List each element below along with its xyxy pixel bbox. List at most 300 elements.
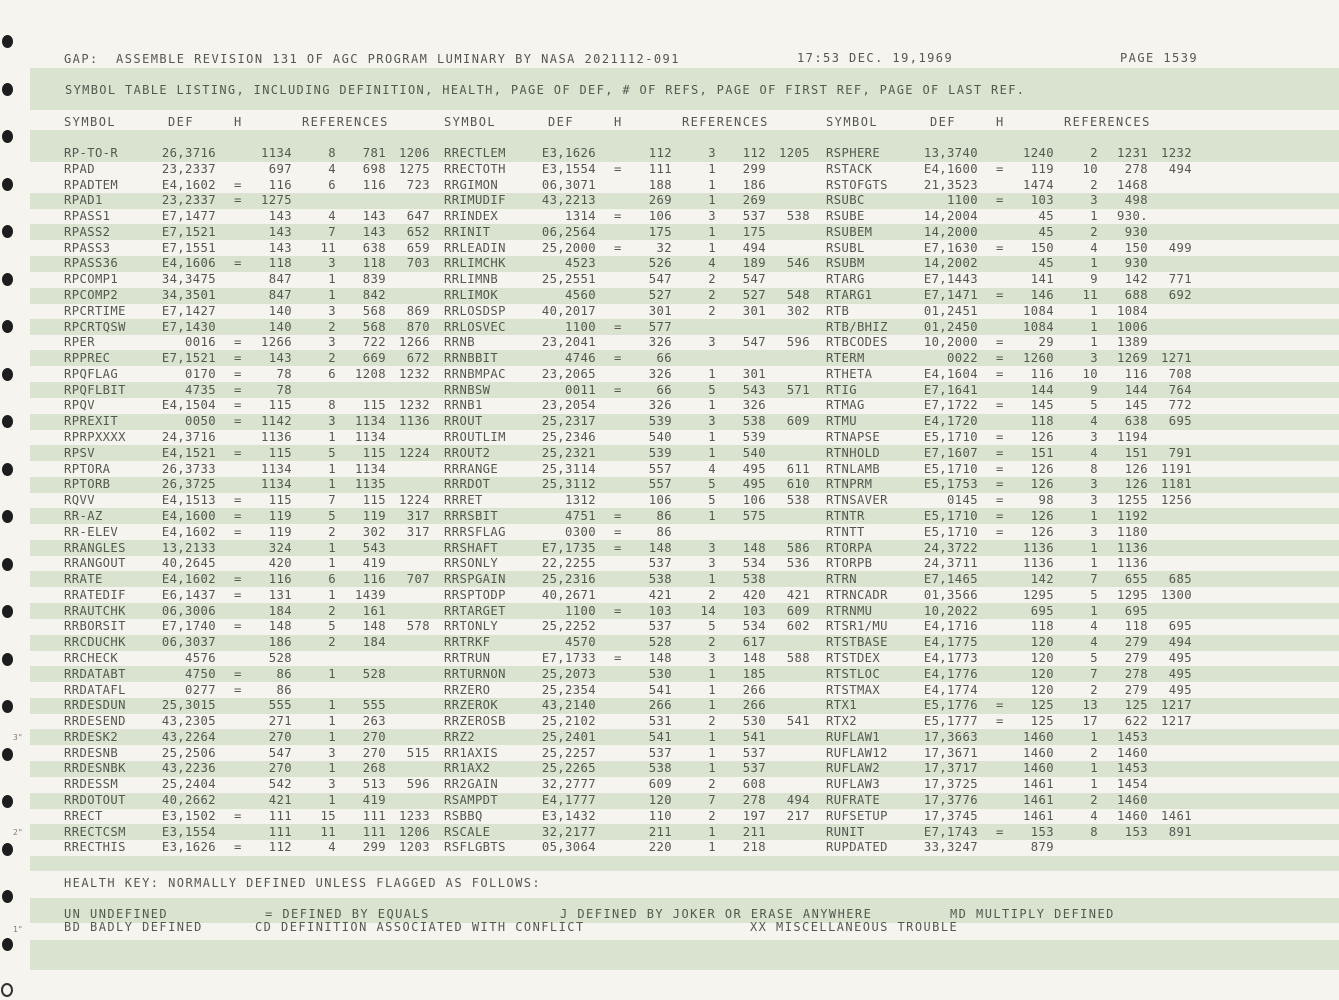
cell-nrefs: 3 — [708, 556, 716, 571]
cell-page: 1460 — [1023, 761, 1054, 776]
cell-last — [766, 430, 810, 445]
cell-nrefs: 5 — [708, 382, 716, 397]
cell-last: 317 — [406, 524, 430, 539]
cell-def: E7,1471 — [923, 288, 978, 303]
cell-health — [234, 651, 246, 666]
cell-page: 695 — [1030, 603, 1054, 618]
cell-health — [614, 493, 626, 508]
cell-first: 1460 — [1117, 808, 1148, 823]
cell-last — [1148, 178, 1192, 193]
cell-symbol: RRDATAFL — [64, 682, 126, 697]
page-title: GAP: ASSEMBLE REVISION 131 OF AGC PROGRAM LUMINARY BY NASA 2021112-091 — [64, 52, 680, 66]
cell-nrefs: 1 — [1090, 508, 1098, 523]
cell-nrefs: 1 — [328, 477, 336, 492]
feed-hole — [2, 510, 13, 523]
cell-nrefs: 4 — [1090, 240, 1098, 255]
cell-first: 148 — [742, 650, 766, 665]
cell-symbol: RPER — [64, 335, 95, 350]
cell-last: 659 — [406, 240, 430, 255]
cell-health — [234, 225, 246, 240]
cell-symbol: RPSV — [64, 445, 95, 460]
cell-symbol: RTX2 — [826, 714, 857, 729]
cell-symbol: RSCALE — [444, 824, 491, 839]
cell-first: 279 — [1124, 650, 1148, 665]
cell-last — [766, 178, 810, 193]
cell-first: 1439 — [355, 587, 386, 602]
cell-nrefs: 14 — [700, 603, 716, 618]
cell-health: = — [996, 698, 1004, 713]
cell-nrefs: 3 — [328, 777, 336, 792]
cell-last — [766, 761, 810, 776]
cell-last — [1148, 256, 1192, 271]
cell-def: 13,2133 — [161, 540, 216, 555]
cell-def: 1100 — [565, 603, 596, 618]
cell-page: 120 — [1030, 650, 1054, 665]
cell-first: 1269 — [1117, 351, 1148, 366]
cell-last — [766, 351, 810, 366]
feed-hole — [2, 748, 13, 761]
cell-page: 151 — [1030, 445, 1054, 460]
cell-def: 1312 — [565, 493, 596, 508]
cell-health — [614, 698, 626, 713]
cell-symbol: RRDESDUN — [64, 698, 126, 713]
cell-first: 211 — [742, 824, 766, 839]
cell-last — [386, 651, 430, 666]
cell-symbol: RUFRATE — [826, 792, 881, 807]
cell-def: 25,2321 — [541, 445, 596, 460]
cell-last: 596 — [406, 777, 430, 792]
cell-last — [386, 730, 430, 745]
cell-health — [614, 256, 626, 271]
cell-nrefs: 3 — [328, 335, 336, 350]
cell-page: 326 — [648, 398, 672, 413]
cell-first: 543 — [742, 382, 766, 397]
cell-page: 1136 — [261, 430, 292, 445]
cell-health: = — [614, 161, 622, 176]
cell-nrefs: 8 — [328, 146, 336, 160]
cell-nrefs: 1 — [708, 745, 716, 760]
cell-last — [1148, 604, 1192, 619]
cell-page: 175 — [648, 224, 672, 239]
cell-nrefs: 8 — [1090, 824, 1098, 839]
cell-health — [996, 651, 1008, 666]
cell-page: 148 — [268, 619, 292, 634]
cell-page: 528 — [268, 650, 292, 665]
cell-symbol: RTORPB — [826, 556, 873, 571]
cell-nrefs: 10 — [1082, 366, 1098, 381]
cell-symbol: RRRSFLAG — [444, 524, 506, 539]
cell-nrefs: 3 — [1090, 493, 1098, 508]
cell-symbol: RSTOFGTS — [826, 177, 888, 192]
cell-nrefs: 1 — [328, 540, 336, 555]
margin-mark-3in: 3" — [13, 733, 23, 742]
cell-symbol: RRNBMPAC — [444, 366, 506, 381]
cell-page: 115 — [268, 398, 292, 413]
cell-symbol: RRDESNB — [64, 745, 119, 760]
cell-first: 1453 — [1117, 761, 1148, 776]
cell-first — [336, 193, 386, 208]
cell-def: 17,3725 — [923, 777, 978, 792]
cell-page: 126 — [1030, 430, 1054, 445]
cell-def: 0011 — [565, 382, 596, 397]
cell-symbol: RRBORSIT — [64, 619, 126, 634]
cell-def: E6,1437 — [161, 587, 216, 602]
cell-nrefs: 1 — [708, 240, 716, 255]
cell-page: 526 — [648, 256, 672, 271]
cell-page: 143 — [268, 209, 292, 224]
cell-first: 930. — [1117, 209, 1148, 224]
cell-first: 151 — [1124, 445, 1148, 460]
cell-symbol: RTMU — [826, 414, 857, 429]
cell-first: 111 — [362, 824, 386, 839]
cell-last: 703 — [406, 256, 430, 271]
cell-health — [996, 746, 1008, 761]
cell-def: 4523 — [565, 256, 596, 271]
cell-def: 4570 — [565, 635, 596, 650]
cell-health: = — [996, 477, 1004, 492]
cell-first: 1134 — [355, 414, 386, 429]
cell-symbol: RTNAPSE — [826, 430, 881, 445]
cell-page: 326 — [648, 366, 672, 381]
cell-page: 118 — [1030, 414, 1054, 429]
cell-page: 112 — [268, 840, 292, 855]
cell-symbol: RRANGLES — [64, 540, 126, 555]
cell-last: 1224 — [399, 493, 430, 508]
cell-def: 17,3745 — [923, 808, 978, 823]
cell-def: 06,3037 — [161, 635, 216, 650]
cell-def: E4,1774 — [923, 682, 978, 697]
cell-nrefs: 1 — [328, 461, 336, 476]
cell-def: 34,3475 — [161, 272, 216, 287]
cell-first: 1389 — [1117, 335, 1148, 350]
cell-health — [996, 383, 1008, 398]
cell-last: 1224 — [399, 445, 430, 460]
cell-symbol: RR2GAIN — [444, 777, 499, 792]
cell-symbol: RRCDUCHK — [64, 635, 126, 650]
cell-def: 10,2000 — [923, 335, 978, 350]
cell-first: 655 — [1124, 572, 1148, 587]
cell-nrefs — [1074, 840, 1098, 855]
cell-nrefs: 1 — [328, 792, 336, 807]
cell-health — [996, 272, 1008, 287]
cell-nrefs: 1 — [708, 666, 716, 681]
cell-last: 771 — [1168, 272, 1192, 287]
cell-symbol: RR1AX2 — [444, 761, 491, 776]
cell-page: 66 — [656, 382, 672, 397]
cell-first — [336, 383, 386, 398]
cell-health: = — [996, 288, 1004, 303]
cell-def: 17,3671 — [923, 745, 978, 760]
cell-def: E4,1521 — [161, 445, 216, 460]
cell-page: 125 — [1030, 698, 1054, 713]
cell-health — [234, 304, 246, 319]
cell-def: 13,3740 — [923, 146, 978, 160]
cell-nrefs: 5 — [708, 477, 716, 492]
cell-nrefs: 1 — [1090, 603, 1098, 618]
cell-nrefs — [692, 351, 716, 366]
cell-page: 103 — [648, 603, 672, 618]
cell-nrefs: 4 — [328, 840, 336, 855]
cell-def: E7,1551 — [161, 240, 216, 255]
cell-page: 537 — [648, 556, 672, 571]
cell-def: 01,3566 — [923, 587, 978, 602]
cell-page: 184 — [268, 603, 292, 618]
cell-symbol: RTMAG — [826, 398, 865, 413]
cell-nrefs: 3 — [1090, 477, 1098, 492]
cell-health — [996, 619, 1008, 634]
cell-health: = — [234, 508, 242, 523]
cell-page: 697 — [268, 161, 292, 176]
cell-health — [614, 793, 626, 808]
cell-nrefs: 4 — [1090, 619, 1098, 634]
cell-def: 23,2337 — [161, 193, 216, 208]
cell-page: 188 — [648, 177, 672, 192]
cell-page: 1142 — [261, 414, 292, 429]
cell-nrefs: 1 — [708, 682, 716, 697]
cell-health: = — [234, 587, 242, 602]
cell-nrefs: 3 — [1090, 524, 1098, 539]
cell-last: 1136 — [399, 414, 430, 429]
cell-symbol: RRLIMOK — [444, 288, 499, 303]
cell-page: 538 — [648, 572, 672, 587]
cell-symbol: RPTORA — [64, 461, 111, 476]
cell-first: 1192 — [1117, 508, 1148, 523]
cell-health: = — [996, 445, 1004, 460]
cell-def: 25,2000 — [541, 240, 596, 255]
cell-health — [614, 840, 626, 855]
cell-nrefs: 1 — [1090, 777, 1098, 792]
cell-def: E5,1776 — [923, 698, 978, 713]
cell-last: 1271 — [1161, 351, 1192, 366]
column-header-symbol: SYMBOL — [444, 115, 497, 129]
cell-nrefs: 1 — [708, 430, 716, 445]
cell-health — [614, 746, 626, 761]
cell-symbol: RTHETA — [826, 366, 873, 381]
cell-first: 528 — [362, 666, 386, 681]
cell-health — [234, 714, 246, 729]
cell-last: 652 — [406, 224, 430, 239]
cell-health — [614, 477, 626, 492]
cell-symbol: RSTACK — [826, 161, 873, 176]
cell-health: = — [996, 161, 1004, 176]
cell-nrefs: 2 — [708, 272, 716, 287]
cell-last: 647 — [406, 209, 430, 224]
cell-health: = — [234, 193, 242, 208]
cell-page: 530 — [648, 666, 672, 681]
cell-def: E7,1443 — [923, 272, 978, 287]
column-header-symbol: SYMBOL — [64, 115, 117, 129]
cell-last: 538 — [786, 493, 810, 508]
cell-health — [234, 320, 246, 335]
cell-def: 23,2054 — [541, 398, 596, 413]
cell-nrefs: 2 — [1090, 682, 1098, 697]
cell-last: 217 — [786, 808, 810, 823]
cell-nrefs: 1 — [328, 430, 336, 445]
cell-def: E4,1720 — [923, 414, 978, 429]
cell-page: 125 — [1030, 714, 1054, 729]
cell-nrefs: 3 — [328, 303, 336, 318]
cell-symbol: RTNLAMB — [826, 461, 881, 476]
cell-def: 26,3725 — [161, 477, 216, 492]
cell-symbol: RRIMUDIF — [444, 193, 506, 208]
cell-symbol: RRDESEND — [64, 714, 126, 729]
cell-health — [614, 367, 626, 382]
cell-page: 555 — [268, 698, 292, 713]
cell-def: 34,3501 — [161, 288, 216, 303]
cell-first: 118 — [362, 256, 386, 271]
cell-page: 270 — [268, 729, 292, 744]
cell-def: E7,1735 — [541, 540, 596, 555]
cell-first: 419 — [362, 792, 386, 807]
cell-page: 111 — [268, 808, 292, 823]
cell-page: 119 — [268, 524, 292, 539]
cell-nrefs: 3 — [708, 335, 716, 350]
cell-def: 0300 — [565, 524, 596, 539]
cell-first: 111 — [362, 808, 386, 823]
cell-page: 86 — [276, 666, 292, 681]
cell-nrefs: 10 — [1082, 161, 1098, 176]
cell-health: = — [234, 572, 242, 587]
cell-symbol: RQVV — [64, 493, 95, 508]
cell-symbol: RPQV — [64, 398, 95, 413]
cell-def: 25,2346 — [541, 430, 596, 445]
cell-last: 1266 — [399, 335, 430, 350]
cell-first: 568 — [362, 319, 386, 334]
cell-def: 25,3112 — [541, 477, 596, 492]
cell-last — [1148, 430, 1192, 445]
cell-page: 271 — [268, 714, 292, 729]
cell-def: 4735 — [185, 382, 216, 397]
cell-last: 869 — [406, 303, 430, 318]
cell-page: 547 — [268, 745, 292, 760]
cell-health — [614, 777, 626, 792]
cell-page: 86 — [656, 524, 672, 539]
cell-last — [1148, 193, 1192, 208]
cell-page: 1266 — [261, 335, 292, 350]
cell-health — [614, 825, 626, 840]
cell-nrefs: 2 — [1090, 177, 1098, 192]
cell-nrefs: 2 — [1090, 792, 1098, 807]
cell-nrefs: 1 — [328, 729, 336, 744]
cell-page: 148 — [648, 650, 672, 665]
cell-nrefs: 9 — [1090, 382, 1098, 397]
cell-symbol: RTX1 — [826, 698, 857, 713]
cell-first: 142 — [1124, 272, 1148, 287]
cell-nrefs: 2 — [708, 288, 716, 303]
cell-page: 1136 — [1023, 556, 1054, 571]
feed-hole — [2, 225, 13, 238]
cell-def: 25,2551 — [541, 272, 596, 287]
cell-first: 1180 — [1117, 524, 1148, 539]
cell-nrefs: 5 — [1090, 398, 1098, 413]
cell-first: 530 — [742, 714, 766, 729]
cell-health — [996, 146, 1008, 161]
cell-health — [234, 793, 246, 808]
cell-first: 698 — [362, 161, 386, 176]
cell-nrefs: 1 — [708, 398, 716, 413]
cell-page: 1461 — [1023, 808, 1054, 823]
cell-last — [1148, 509, 1192, 524]
cell-health — [996, 809, 1008, 824]
cell-page: 86 — [276, 682, 292, 697]
cell-last: 536 — [786, 556, 810, 571]
cell-def: 17,3663 — [923, 729, 978, 744]
cell-nrefs: 4 — [1090, 635, 1098, 650]
feed-hole — [2, 938, 13, 951]
cell-page: 557 — [648, 461, 672, 476]
cell-def: E5,1710 — [923, 461, 978, 476]
cell-symbol: RSAMPDT — [444, 792, 499, 807]
cell-first: 278 — [1124, 666, 1148, 681]
cell-first: 175 — [742, 224, 766, 239]
cell-health: = — [234, 445, 242, 460]
cell-last — [1148, 556, 1192, 571]
cell-first: 617 — [742, 635, 766, 650]
cell-last: 578 — [406, 619, 430, 634]
column-header-health: H — [996, 115, 1005, 129]
cell-nrefs: 5 — [328, 445, 336, 460]
cell-health — [234, 288, 246, 303]
cell-nrefs: 7 — [328, 224, 336, 239]
cell-last — [386, 683, 430, 698]
cell-first: 115 — [362, 493, 386, 508]
cell-def: 06,3006 — [161, 603, 216, 618]
cell-first: 1468 — [1117, 177, 1148, 192]
cell-last — [386, 604, 430, 619]
cell-last: 1206 — [399, 824, 430, 839]
cell-symbol: RRANGOUT — [64, 556, 126, 571]
cell-first: 688 — [1124, 288, 1148, 303]
cell-first: 498 — [1124, 193, 1148, 208]
greenbar-stripe — [30, 856, 1339, 871]
cell-def: E4,1777 — [541, 792, 596, 807]
cell-first: 279 — [1124, 682, 1148, 697]
cell-first — [716, 525, 766, 540]
cell-symbol: RRTONLY — [444, 619, 499, 634]
cell-last — [766, 225, 810, 240]
cell-symbol: RTBCODES — [826, 335, 888, 350]
cell-symbol: RRATEDIF — [64, 587, 126, 602]
cell-nrefs: 7 — [1090, 666, 1098, 681]
cell-first: 1454 — [1117, 777, 1148, 792]
cell-last: 494 — [786, 792, 810, 807]
cell-page: 609 — [648, 777, 672, 792]
cell-last — [766, 777, 810, 792]
cell-nrefs: 2 — [328, 524, 336, 539]
cell-symbol: RPTORB — [64, 477, 111, 492]
cell-symbol: RPCRTQSW — [64, 319, 126, 334]
cell-first: 148 — [742, 540, 766, 555]
cell-nrefs: 1 — [1090, 303, 1098, 318]
cell-page: 115 — [268, 445, 292, 460]
cell-last: 1233 — [399, 808, 430, 823]
cell-nrefs: 8 — [328, 398, 336, 413]
cell-symbol: RRNBBIT — [444, 351, 499, 366]
cell-first: 268 — [362, 761, 386, 776]
cell-def: 43,2140 — [541, 698, 596, 713]
cell-health — [234, 462, 246, 477]
cell-nrefs: 4 — [328, 209, 336, 224]
cell-last — [386, 556, 430, 571]
cell-nrefs: 4 — [328, 161, 336, 176]
cell-last: 610 — [786, 477, 810, 492]
cell-symbol: RRRSBIT — [444, 508, 499, 523]
cell-first: 1134 — [355, 430, 386, 445]
cell-nrefs: 1 — [328, 666, 336, 681]
cell-symbol: RSUBEM — [826, 224, 873, 239]
cell-page: 115 — [268, 493, 292, 508]
cell-page: 126 — [1030, 477, 1054, 492]
